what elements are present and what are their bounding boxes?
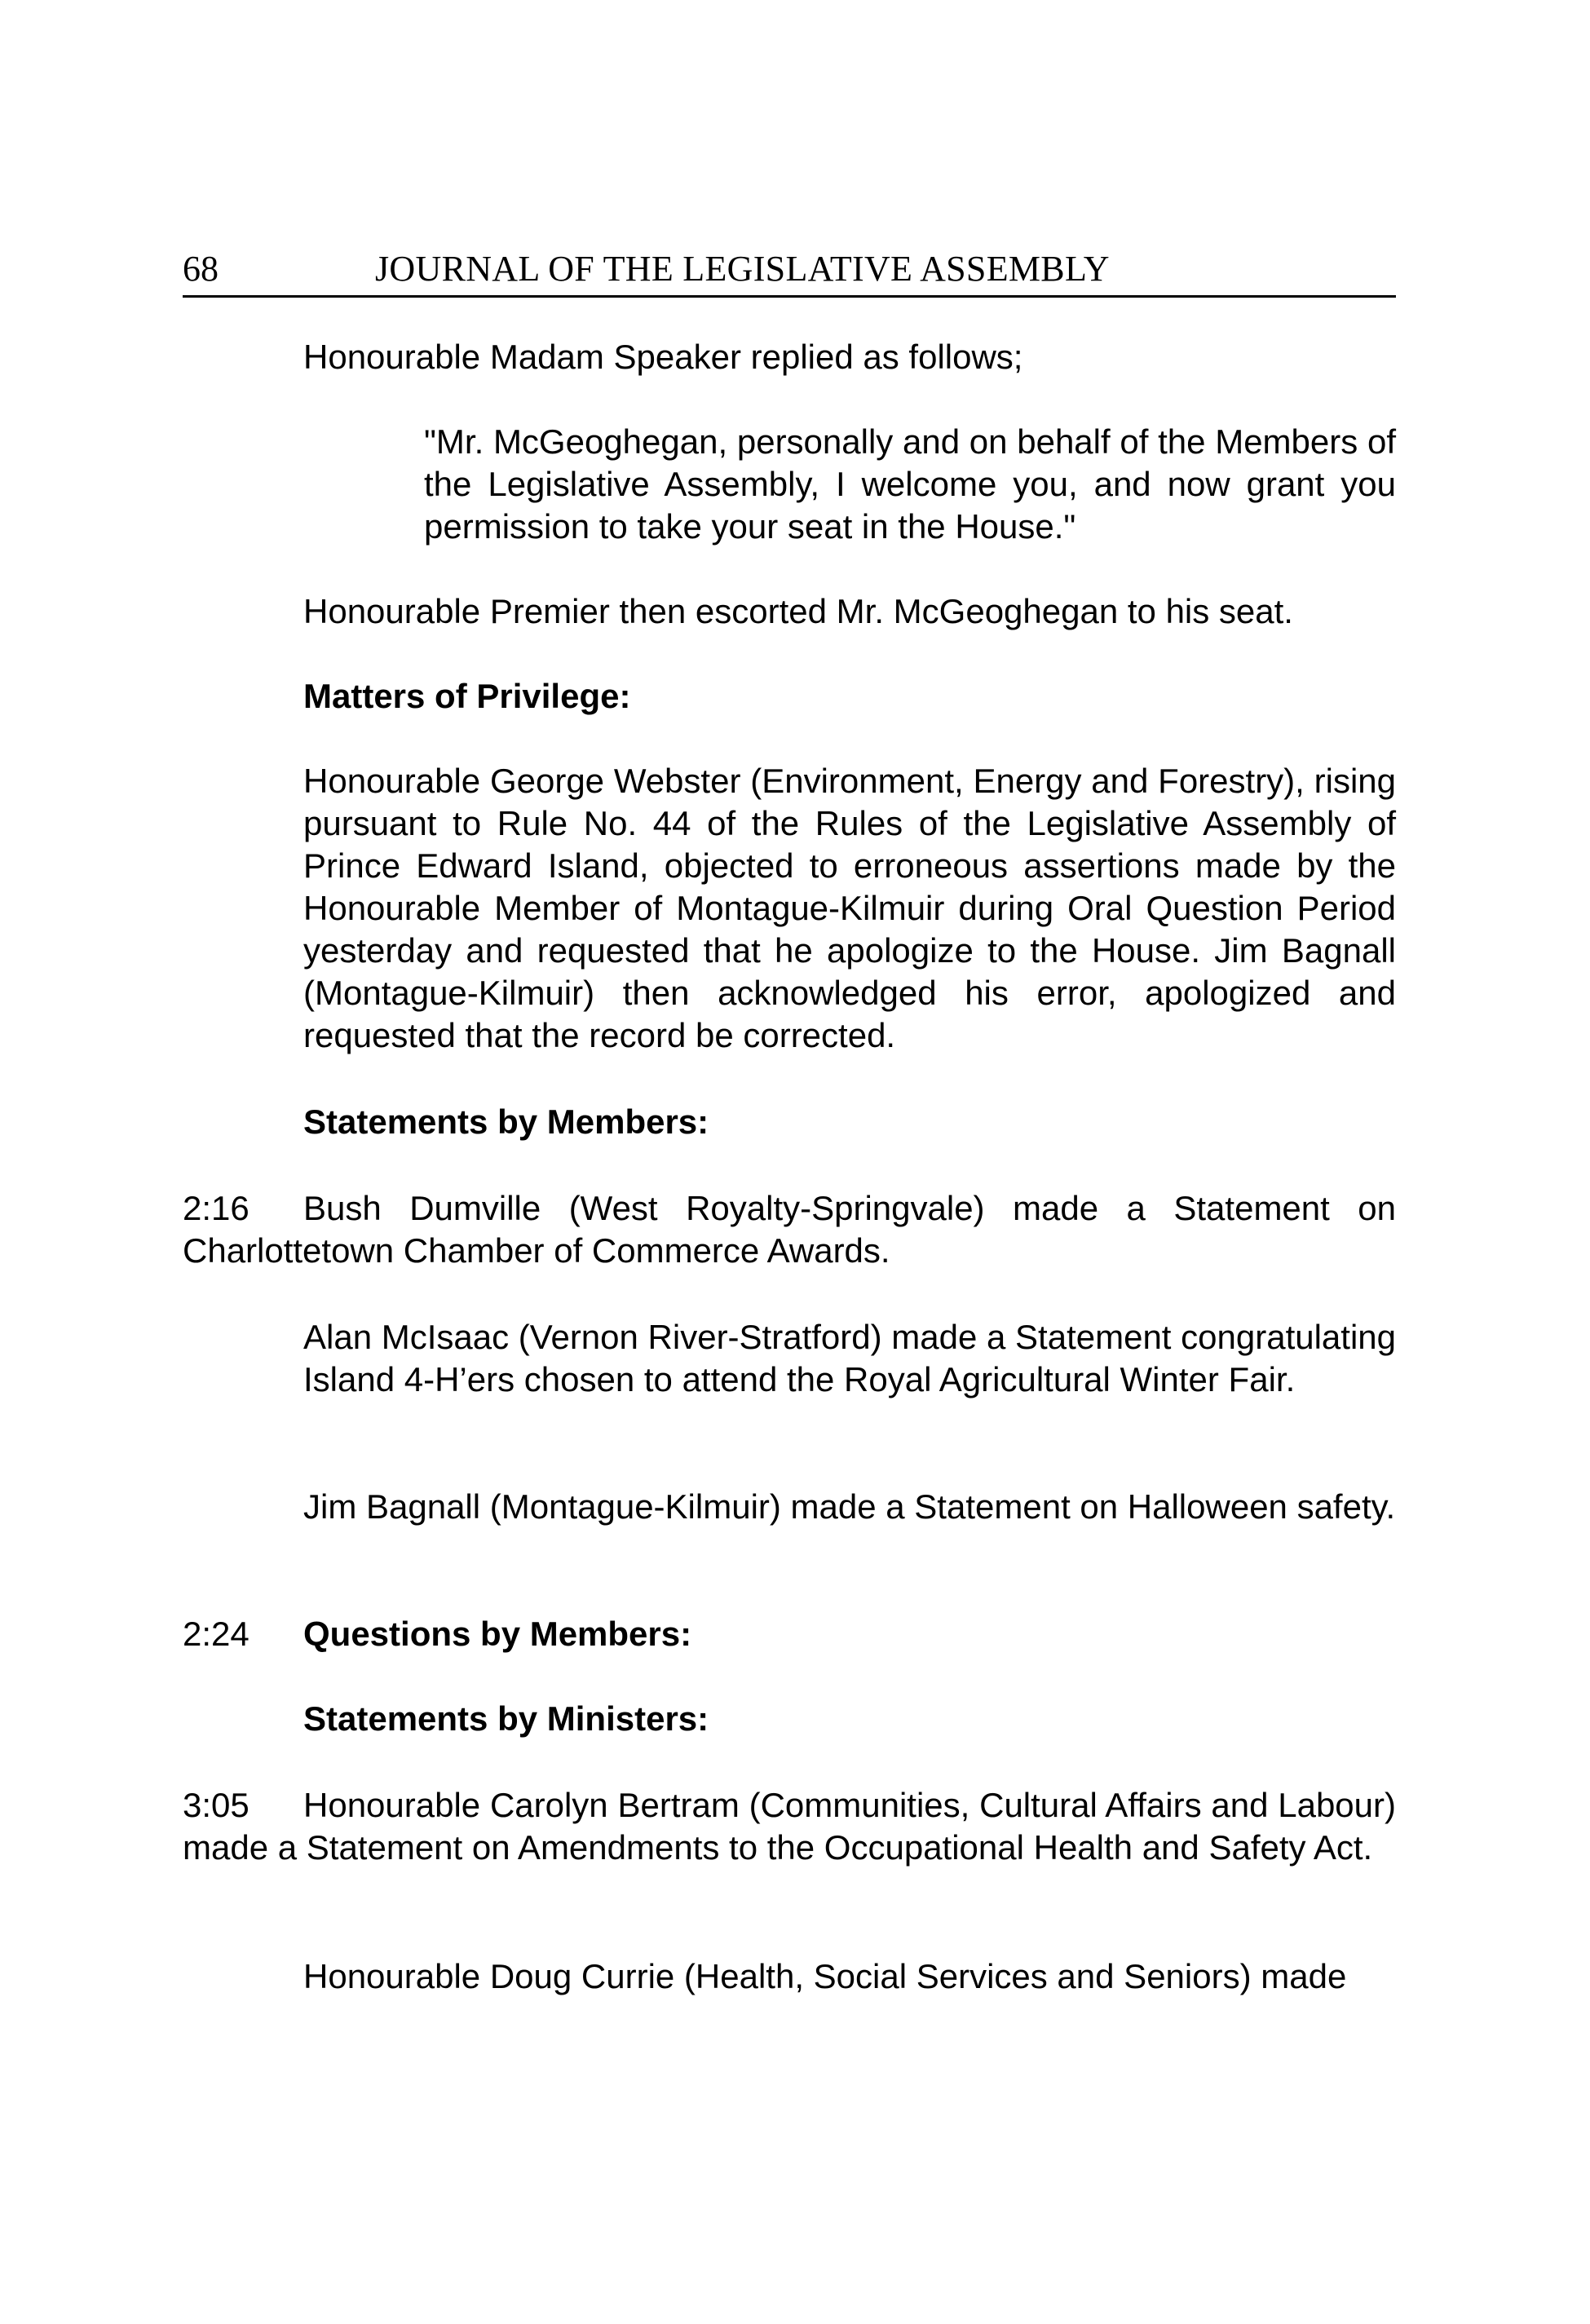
speaker-quote-paragraph: "Mr. McGeoghegan, personally and on behalf of the Members of the Legislative Assembly, I welcome you, and now grant you permission to take your seat in the House." [424,422,1396,546]
statements-by-ministers-heading: Statements by Ministers: [303,1699,709,1738]
time-stamp: 2:16 [183,1189,250,1227]
statements-by-members-heading: Statements by Members: [303,1102,709,1141]
time-stamp: 2:24 [183,1615,250,1653]
premier-escort-paragraph: Honourable Premier then escorted Mr. McGeoghegan to his seat. [303,592,1293,630]
questions-by-members-row [183,1613,1396,1655]
privilege-heading: Matters of Privilege: [303,677,631,715]
privilege-paragraph: Honourable George Webster (Environment, Energy and Forestry), rising pursuant to Rule No. 44 of the Rules of the Legislative Assembly of Prince Edward Island, objected to erroneous assertions made by the Honourable Member of Montague-Kilmuir during Oral Question Period yesterday and requested that he apologize to the House. Jim Bagnall (Montague-Kilmuir) then acknowledged his error, apologized and requested that the record be corrected. [303,762,1396,1054]
speaker-reply-paragraph: Honourable Madam Speaker replied as follows; [303,338,1023,376]
dumville-statement-paragraph [183,1187,1396,1272]
page-header [183,245,1396,298]
mcisaac-statement-paragraph: Alan McIsaac (Vernon River-Stratford) made a Statement congratulating Island 4-H’ers chosen to attend the Royal Agricultural Winter Fair. [303,1318,1396,1398]
questions-by-members-heading: Questions by Members: [303,1615,692,1653]
time-stamp: 3:05 [183,1786,250,1824]
journal-title: JOURNAL OF THE LEGISLATIVE ASSEMBLY [375,249,1110,289]
page-number: 68 [183,249,219,289]
bertram-statement-paragraph [183,1784,1396,1869]
bagnall-statement-paragraph: Jim Bagnall (Montague-Kilmuir) made a Statement on Halloween safety. [303,1487,1396,1526]
currie-statement-paragraph: Honourable Doug Currie (Health, Social Services and Seniors) made [303,1957,1347,1995]
statement-text: Honourable Carolyn Bertram (Communities, Cultural Affairs and Labour) made a Statement on Amendments to the Occupational Health and Safety Act. [183,1786,1396,1867]
statement-text: Bush Dumville (West Royalty-Springvale) made a Statement on Charlottetown Chamber of Commerce Awards. [183,1189,1396,1270]
